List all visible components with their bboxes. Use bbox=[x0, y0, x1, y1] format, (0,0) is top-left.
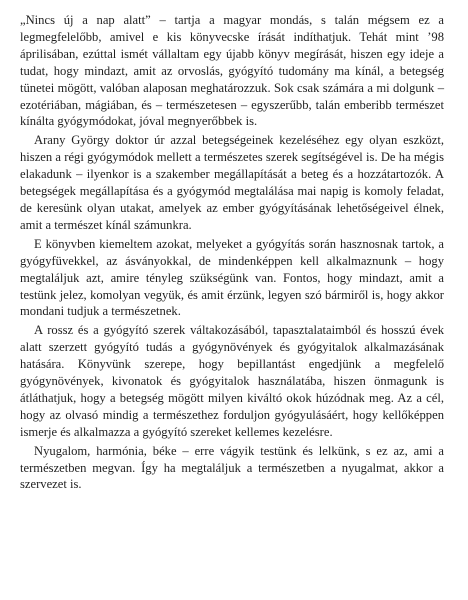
paragraph: „Nincs új a nap alatt” – tartja a magyar mondás, s talán mégsem ez a legmegfelelőbb, amivel e kis könyvecske írását indíthatjuk. Tehát mint ’98 áprilisában, ezúttal ismét vállaltam egy újabb könyv megírását, hiszen egy ideje a tudat, hogy mindazt, amit az orvoslás, gyógyító tudomány ma kínál, a betegség tünetei mögött, valóban alaposan meghatározzuk. Sok csak számára a mi dolgunk – ezotériában, mágiában, és – természetesen – egyszerűbb, talán emberibb természet kínálta gyógymódokat, jóval megnyerőbbek is. bbox=[20, 13, 444, 129]
document-page bbox=[20, 12, 444, 495]
paragraph: Nyugalom, harmónia, béke – erre vágyik testünk és lelkünk, s ez az, ami a természetben megvan. Így ha megtaláljuk a természetben a nyugalmat, akkor a szervezet is. bbox=[20, 443, 444, 492]
paragraph: E könyvben kiemeltem azokat, melyeket a gyógyítás során hasznosnak tartok, a gyógyfüvekkel, az ásványokkal, de mindenképpen kell alkalmaznunk – hogy megtaláljuk azt, amire tényleg szükségünk van. Fontos, hogy mindazt, amit a testünk jelez, komolyan vegyük, és amit érzünk, legyen szó bármiről is, hogy akkor mondani tudjuk a természetnek. bbox=[20, 236, 444, 319]
paragraph: A rossz és a gyógyító szerek váltakozásából, tapasztalataimból és hosszú évek alatt szerzett gyógyító tudás a gyógynövények és gyógyitalok alkalmazásának hatására. Könyvünk szerepe, hogy bepillantást engedjünk a megfelelő gyógynövények, kivonatok és gyógyitalok használatába, hiszen önmagunk is átláthatjuk, hogy a betegség mögött milyen kiváltó okok húzódnak meg. Az a cél, hogy az olvasó mindig a természethez forduljon gyógyulásáért, hogy kellőképpen ismerje és alkalmazza a gyógyító szereket kellemes kezelésre. bbox=[20, 323, 444, 439]
paragraph: Arany György doktor úr azzal betegségeinek kezeléséhez egy olyan eszközt, hiszen a régi gyógymódok mellett a természetes szerek segítségével is. De ha mégis elakadunk – ilyenkor is a szakember megállapítását a beteg és a hozzátartozók. A betegségek megállapítása és a gyógymód megtalálása mai napig is komoly feladat, de keresünk olyan utakat, amelyek az ember gyógyításának lehetőségeivel élnek, amit a természet kínál számunkra. bbox=[20, 133, 444, 232]
